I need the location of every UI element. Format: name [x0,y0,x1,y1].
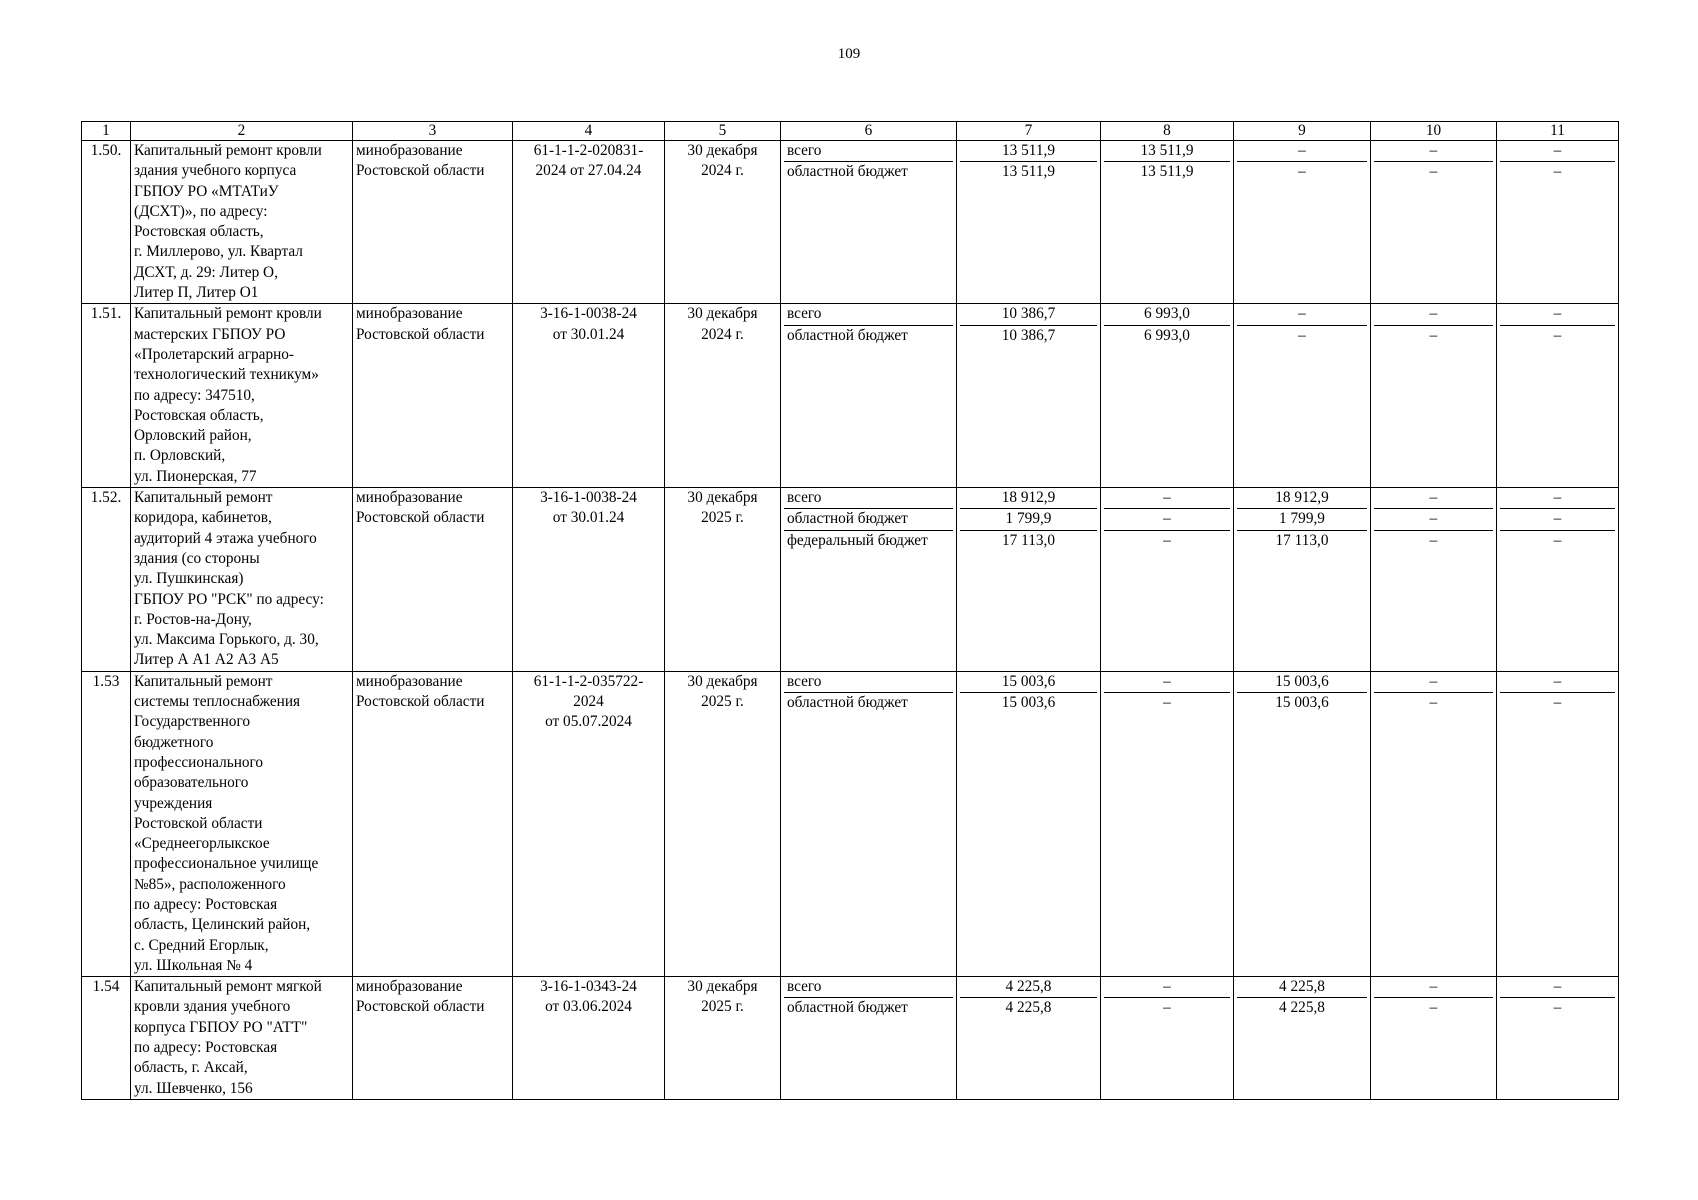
object-name-line: г. Миллерово, ул. Квартал [134,243,303,261]
amount-col9-value: 15 003,6 [1275,694,1329,712]
amount-col7-value: 10 386,7 [1001,326,1056,344]
amount-col8-value: – [1104,488,1230,509]
header-cell: 8 [1101,122,1234,141]
amount-col8 [1101,977,1234,1100]
customer-line: минобразование [356,142,463,159]
deadline [665,977,781,1100]
header-cell: 1 [82,122,131,141]
object-name-line: Литер А А1 А2 А3 А5 [134,651,279,669]
funding-source-value: областной бюджет [787,999,908,1017]
funding-source-value: областной бюджет [787,694,908,712]
object-name-line: ГБПОУ РО "РСК" по адресу: [134,590,324,608]
amount-col7-value: 4 225,8 [960,977,1097,998]
table-row [82,671,1619,976]
object-name [131,304,353,488]
header-cell: 7 [957,122,1101,141]
customer-line: Ростовской области [356,325,485,343]
header-cell: 5 [665,122,781,141]
row-number: 1.52. [82,488,131,672]
object-name-line: Ростовской области [134,814,263,832]
amount-col8-value: – [1163,531,1171,549]
object-name-line: ул. Пушкинская) [134,570,244,588]
row-number: 1.54 [82,977,131,1100]
amount-col10-value: – [1374,509,1493,530]
object-name-line: ул. Максима Горького, д. 30, [134,631,319,649]
amount-col9 [1234,977,1371,1100]
deadline [665,671,781,976]
document-number [513,304,665,488]
object-name-line: Ростовская область, [134,406,264,424]
customer-line: Ростовской области [356,509,485,527]
amount-col7 [957,977,1101,1100]
amount-col11 [1497,141,1619,304]
amount-col10 [1371,671,1497,976]
header-cell: 3 [353,122,513,141]
amount-col11-value: – [1500,509,1615,530]
object-name-line: Капитальный ремонт кровли [134,142,322,159]
document-number-line: 61-1-1-2-035722- [533,672,644,690]
amount-col11-value: – [1553,531,1562,549]
amount-col8-value: – [1104,672,1230,693]
funding-source [781,488,957,672]
object-name-line: область, Целинский район, [134,916,311,934]
object-name-line: учреждения [134,794,213,812]
deadline-line: 2025 г. [701,998,744,1016]
amount-col10-value: – [1374,141,1493,162]
funding-source [781,304,957,488]
budget-table [81,121,1619,1100]
header-cell: 6 [781,122,957,141]
amount-col7-value: 4 225,8 [1005,999,1052,1017]
customer-line: минобразование [356,305,463,323]
amount-col9-value: 17 113,0 [1275,531,1329,549]
amount-col9-value: 18 912,9 [1237,488,1367,509]
customer-line: Ростовской области [356,162,485,180]
document-number-line: от 05.07.2024 [545,713,632,731]
customer-line: Ростовской области [356,998,485,1016]
deadline-line: 2025 г. [701,693,744,711]
amount-col8 [1101,671,1234,976]
table-row [82,304,1619,488]
table-row [82,488,1619,672]
amount-col10 [1371,977,1497,1100]
document-number [513,488,665,672]
funding-source-value: всего [784,141,953,162]
funding-source-value: областной бюджет [787,163,908,181]
amount-col7 [957,304,1101,488]
funding-source-value: всего [784,488,953,509]
deadline-line: 30 декабря [687,978,758,996]
object-name-line: здания (со стороны [134,549,260,567]
document-number [513,671,665,976]
amount-col11-value: – [1500,304,1615,325]
table-row [82,141,1619,304]
amount-col9 [1234,141,1371,304]
amount-col11 [1497,304,1619,488]
amount-col9-value: – [1298,163,1306,181]
amount-col7-value: 13 511,9 [960,141,1097,162]
amount-col8-value: – [1104,977,1230,998]
amount-col11 [1497,488,1619,672]
header-cell: 2 [131,122,353,141]
amount-col7 [957,488,1101,672]
object-name-line: профессионального [134,753,264,771]
object-name-line: ул. Шевченко, 156 [134,1079,253,1097]
amount-col10-value: – [1429,163,1438,181]
amount-col7 [957,671,1101,976]
document-number-line: 3-16-1-0038-24 [540,489,637,507]
amount-col11-value: – [1500,488,1615,509]
amount-col11-value: – [1553,163,1562,181]
amount-col7-value: 17 113,0 [1002,531,1055,549]
document-number-line: 3-16-1-0038-24 [540,305,637,323]
amount-col10-value: – [1374,488,1493,509]
object-name-line: корпуса ГБПОУ РО "АТТ" [134,1018,308,1036]
object-name-line: Ростовская область, [134,223,264,241]
row-number: 1.51. [82,304,131,488]
object-name-line: здания учебного корпуса [134,162,297,180]
object-name-line: ул. Пионерская, 77 [134,467,257,485]
object-name-line: ДСХТ, д. 29: Литер О, [134,263,278,281]
amount-col7-value: 18 912,9 [960,488,1097,509]
amount-col11-value: – [1553,326,1562,344]
amount-col10-value: – [1374,672,1493,693]
customer [353,141,513,304]
amount-col10-value: – [1429,531,1438,549]
object-name [131,141,353,304]
amount-col8-value: – [1163,999,1171,1017]
object-name-line: «Среднеегорлыкское [134,835,270,853]
amount-col11-value: – [1553,999,1562,1017]
object-name-line: профессиональное училище [134,855,319,873]
amount-col11-value: – [1500,141,1615,162]
object-name-line: технологический техникум» [134,366,319,384]
customer-line: минобразование [356,978,463,996]
amount-col7-value: 13 511,9 [1002,163,1055,181]
amount-col10-value: – [1429,694,1438,712]
amount-col9-value: – [1298,326,1306,344]
object-name-line: г. Ростов-на-Дону, [134,610,252,628]
document-number [513,977,665,1100]
customer-line: Ростовской области [356,693,485,711]
amount-col10 [1371,304,1497,488]
deadline [665,304,781,488]
customer-line: минобразование [356,672,463,690]
document-number-line: 2024 от 27.04.24 [535,162,642,180]
object-name-line: Капитальный ремонт кровли [134,305,322,323]
row-number: 1.53 [82,671,131,976]
funding-source-value: всего [784,304,953,325]
document-number-line: от 03.06.2024 [545,998,632,1016]
amount-col11 [1497,671,1619,976]
amount-col9 [1234,488,1371,672]
document-number-line: 3-16-1-0343-24 [540,978,637,996]
amount-col10 [1371,488,1497,672]
customer [353,304,513,488]
object-name-line: кровли здания учебного [134,998,291,1016]
object-name-line: коридора, кабинетов, [134,509,272,527]
customer-line: минобразование [356,489,463,507]
amount-col9-value: 4 225,8 [1279,999,1325,1017]
deadline-line: 2025 г. [701,509,744,527]
header-cell: 10 [1371,122,1497,141]
object-name-line: образовательного [134,774,249,792]
amount-col8-value: – [1163,694,1171,712]
object-name-line: с. Средний Егорлык, [134,936,269,954]
amount-col8-value: 6 993,0 [1104,304,1230,325]
funding-source [781,141,957,304]
amount-col11-value: – [1500,977,1615,998]
object-name-line: ГБПОУ РО «МТАТиУ [134,182,279,200]
document-number [513,141,665,304]
object-name-line: по адресу: 347510, [134,386,255,404]
object-name [131,488,353,672]
row-number: 1.50. [82,141,131,304]
funding-source [781,671,957,976]
object-name-line: Капитальный ремонт [134,672,273,690]
amount-col7 [957,141,1101,304]
funding-source-value: всего [784,672,953,693]
amount-col10-value: – [1429,326,1438,344]
deadline [665,141,781,304]
amount-col8-value: 13 511,9 [1140,163,1194,181]
object-name-line: (ДСХТ)», по адресу: [134,202,268,220]
funding-source-value: всего [784,977,953,998]
amount-col11 [1497,977,1619,1100]
amount-col8-value: – [1104,509,1230,530]
object-name-line: ул. Школьная № 4 [134,956,253,974]
amount-col11-value: – [1553,694,1562,712]
object-name-line: по адресу: Ростовская [134,1039,278,1057]
funding-source-value: федеральный бюджет [787,531,928,549]
amount-col8-value: 6 993,0 [1144,326,1190,344]
deadline-line: 30 декабря [687,142,758,159]
amount-col10-value: – [1374,304,1493,325]
amount-col7-value: 15 003,6 [960,672,1097,693]
object-name-line: бюджетного [134,733,214,751]
amount-col9-value: 1 799,9 [1237,509,1367,530]
document-number-line: 2024 [573,693,604,711]
object-name-line: Орловский район, [134,427,252,445]
document-number-line: от 30.01.24 [552,509,625,527]
header-row [82,122,1619,141]
object-name-line: Литер П, Литер О1 [134,284,259,302]
amount-col7-value: 10 386,7 [960,304,1097,325]
amount-col11-value: – [1500,672,1615,693]
customer [353,488,513,672]
object-name-line: Государственного [134,713,250,731]
amount-col9 [1234,671,1371,976]
amount-col9-value: 4 225,8 [1237,977,1367,998]
object-name [131,671,353,976]
amount-col10-value: – [1374,977,1493,998]
deadline [665,488,781,672]
funding-source-value: областной бюджет [787,326,908,344]
amount-col8 [1101,488,1234,672]
deadline-line: 2024 г. [701,162,744,180]
deadline-line: 2024 г. [701,325,744,343]
deadline-line: 30 декабря [687,672,758,690]
customer [353,671,513,976]
amount-col9-value: 15 003,6 [1237,672,1367,693]
amount-col7-value: 15 003,6 [1001,694,1056,712]
object-name [131,977,353,1100]
object-name-line: системы теплоснабжения [134,693,301,711]
object-name-line: Капитальный ремонт [134,489,273,507]
amount-col9-value: – [1237,141,1367,162]
table-row [82,977,1619,1100]
amount-col8 [1101,141,1234,304]
amount-col8-value: 13 511,9 [1104,141,1230,162]
funding-source-value: областной бюджет [784,509,953,530]
amount-col8 [1101,304,1234,488]
amount-col10 [1371,141,1497,304]
customer [353,977,513,1100]
object-name-line: область, г. Аксай, [134,1059,248,1077]
object-name-line: «Пролетарский аграрно- [134,345,295,363]
amount-col9-value: – [1237,304,1367,325]
object-name-line: мастерских ГБПОУ РО [134,325,286,343]
document-number-line: 61-1-1-2-020831- [533,142,644,159]
amount-col10-value: – [1429,999,1438,1017]
page-number: 109 [837,46,861,62]
object-name-line: п. Орловский, [134,447,226,465]
header-cell: 11 [1497,122,1619,141]
object-name-line: №85», расположенного [134,875,286,893]
document-number-line: от 30.01.24 [552,325,625,343]
amount-col7-value: 1 799,9 [960,509,1097,530]
deadline-line: 30 декабря [687,489,758,507]
header-cell: 9 [1234,122,1371,141]
object-name-line: аудиторий 4 этажа учебного [134,529,317,547]
amount-col9 [1234,304,1371,488]
object-name-line: по адресу: Ростовская [134,895,278,913]
object-name-line: Капитальный ремонт мягкой [134,978,322,996]
header-cell: 4 [513,122,665,141]
deadline-line: 30 декабря [687,305,758,323]
funding-source [781,977,957,1100]
